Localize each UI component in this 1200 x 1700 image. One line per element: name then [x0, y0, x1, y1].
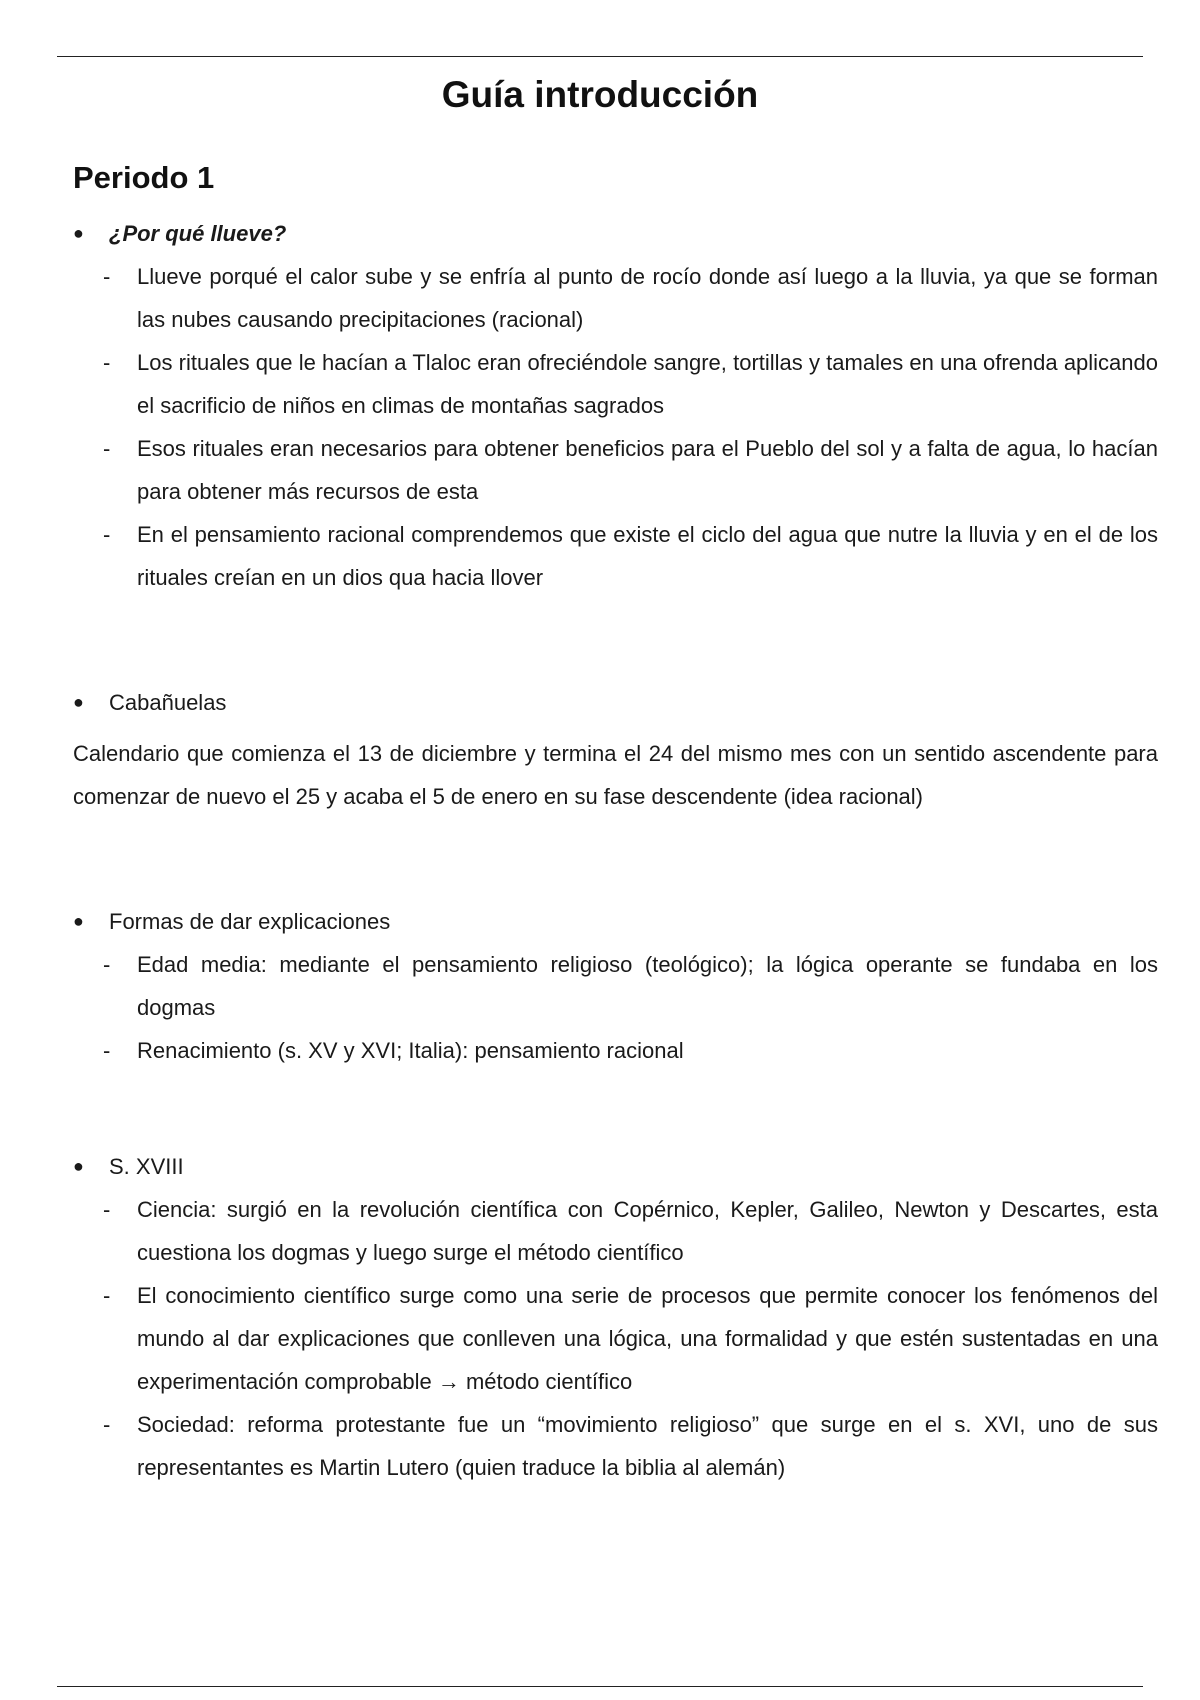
list-item	[73, 427, 1158, 513]
spacer	[73, 1072, 1158, 1145]
dash-icon: -	[103, 350, 111, 375]
period-heading: Periodo 1	[73, 160, 215, 195]
bullet-label: S. XVIII	[109, 1154, 184, 1179]
list-item	[73, 1403, 1158, 1489]
list-item-text: Edad media: mediante el pensamiento religioso (teológico); la lógica operante se fundaba en los dogmas	[137, 952, 1158, 1020]
bullet-icon: ●	[73, 911, 84, 931]
dash-icon: -	[103, 436, 111, 461]
list-item-text: Sociedad: reforma protestante fue un “movimiento religioso” que surge en el s. XVI, uno de sus representantes es Martin Lutero (quien traduce la biblia al alemán)	[137, 1412, 1158, 1480]
list-item	[73, 1029, 1158, 1072]
document-body	[73, 158, 1158, 1489]
list-item-text: Los rituales que le hacían a Tlaloc eran ofreciéndole sangre, tortillas y tamales en una ofrenda aplicando el sacrificio de niños en climas de montañas sagrados	[137, 350, 1158, 418]
dash-icon: -	[103, 522, 111, 547]
bullet-icon: ●	[73, 692, 84, 712]
bullet-icon: ●	[73, 1156, 84, 1176]
paragraph: Calendario que comienza el 13 de diciembre y termina el 24 del mismo mes con un sentido ascendente para comenzar de nuevo el 25 y acaba el 5 de enero en su fase descendente (idea racional)	[73, 741, 1158, 809]
dash-icon: -	[103, 1412, 111, 1437]
bullet-heading	[73, 900, 1158, 943]
bullet-label: Cabañuelas	[109, 690, 227, 715]
list-item	[73, 1188, 1158, 1274]
list-item-text: Llueve porqué el calor sube y se enfría al punto de rocío donde así luego a la lluvia, ya que se forman las nubes causando precipitaciones (racional)	[137, 264, 1158, 332]
dash-icon: -	[103, 1038, 111, 1063]
list-item-text: El conocimiento científico surge como una serie de procesos que permite conocer los fenómenos del mundo al dar explicaciones que conlleven una lógica, una formalidad y que estén sustentadas en una experimentación comprobable → método científico	[137, 1283, 1158, 1394]
bullet-icon: ●	[73, 223, 84, 243]
list-item-text: Renacimiento (s. XV y XVI; Italia): pensamiento racional	[137, 1038, 684, 1063]
dash-icon: -	[103, 264, 111, 289]
section-s-xviii	[73, 1145, 1158, 1489]
spacer	[73, 818, 1158, 900]
section-por-que-llueve	[73, 212, 1158, 599]
bullet-heading	[73, 1145, 1158, 1188]
list-item	[73, 1274, 1158, 1403]
list-item-text: Esos rituales eran necesarios para obtener beneficios para el Pueblo del sol y a falta de agua, lo hacían para obtener más recursos de esta	[137, 436, 1158, 504]
bullet-heading	[73, 212, 1158, 255]
list-item-text: Ciencia: surgió en la revolución científica con Copérnico, Kepler, Galileo, Newton y Descartes, esta cuestiona los dogmas y luego surge el método científico	[137, 1197, 1158, 1265]
list-item	[73, 341, 1158, 427]
bullet-heading	[73, 681, 1158, 724]
bullet-label: Formas de dar explicaciones	[109, 909, 391, 934]
top-rule	[57, 56, 1143, 57]
dash-icon: -	[103, 952, 111, 977]
list-item	[73, 943, 1158, 1029]
page-title: Guía introducción	[441, 74, 759, 115]
dash-icon: -	[103, 1283, 111, 1308]
section-formas-explicaciones	[73, 900, 1158, 1072]
bottom-rule	[57, 1686, 1143, 1687]
list-item	[73, 255, 1158, 341]
spacer	[73, 599, 1158, 681]
bullet-label: ¿Por qué llueve?	[109, 221, 287, 246]
section-cabanuelas	[73, 681, 1158, 818]
list-item	[73, 513, 1158, 599]
list-item-text: En el pensamiento racional comprendemos que existe el ciclo del agua que nutre la lluvia y en el de los rituales creían en un dios qua hacia llover	[137, 522, 1158, 590]
dash-icon: -	[103, 1197, 111, 1222]
